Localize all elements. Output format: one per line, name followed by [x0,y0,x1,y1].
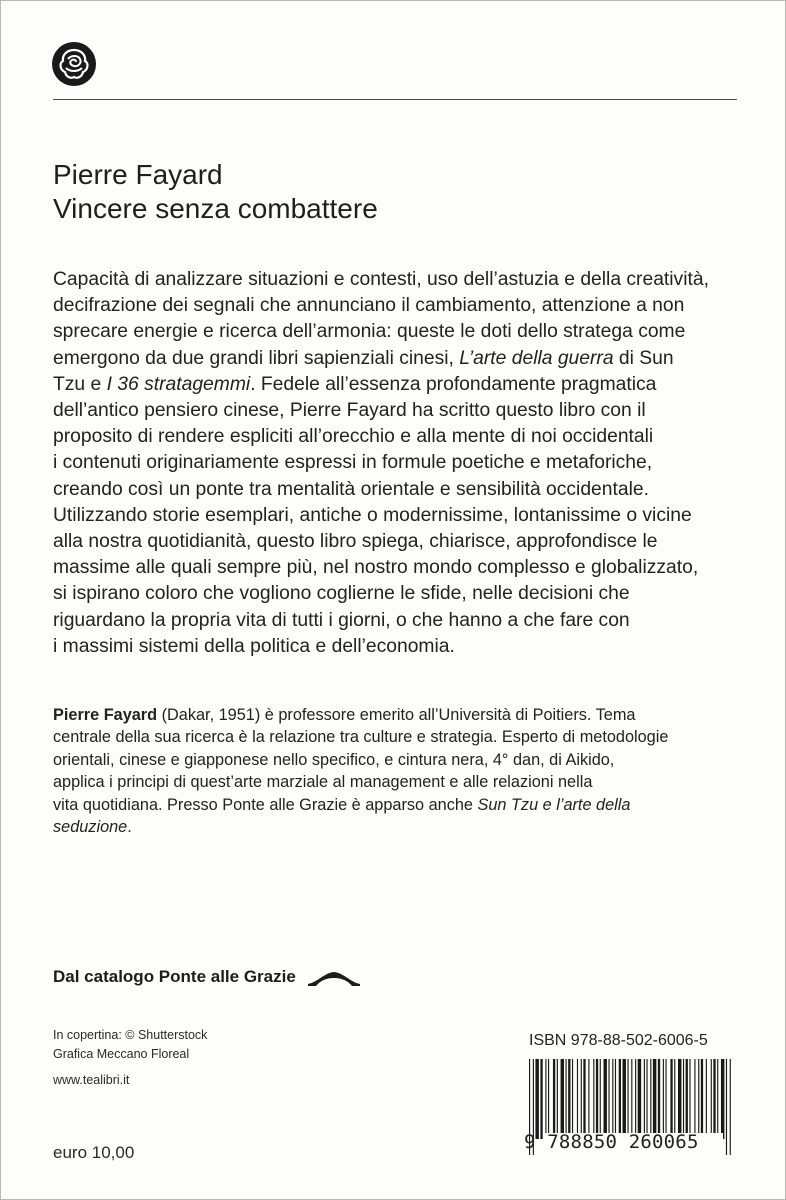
text-run: . [127,818,132,837]
text-run: Utilizzando storie esemplari, antiche o modernissime, lontanissime o vicine [53,504,692,526]
catalog-line [53,967,553,987]
text-run: applica i principi di quest’arte marziale al management e alle relazioni nella [53,773,593,792]
blurb-line [53,398,753,424]
text-run: emergono da due grandi libri sapienziali cinesi, [53,347,460,369]
blurb-line [53,424,753,450]
isbn-label: ISBN 978-88-502-6006-5 [529,1032,708,1049]
text-run: alla nostra quotidianità, questo libro spiega, chiarisce, approfondisce le [53,531,658,553]
author-bio [53,704,753,838]
blurb-line [53,346,753,372]
text-run: Capacità di analizzare situazioni e contesti, uso dell’astuzia e della creatività, [53,269,709,290]
text-run: . Fedele all’essenza profondamente pragmatica [250,373,657,395]
bridge-icon [306,967,362,987]
text-run: decifrazione dei segnali che annunciano il cambiamento, attenzione a non [53,295,685,317]
text-run: orientali, cinese e giapponese nello specifico, e cintura nera, 4° dan, di Aikido, [53,750,615,769]
blurb-line [53,634,753,660]
bio-line [53,749,753,771]
catalog-label: Dal catalogo Ponte alle Grazie [53,967,296,986]
text-run: si ispirano coloro che vogliono coglierne le sfide, nelle decisioni che [53,583,630,605]
italic-title: I 36 stratagemmi [106,373,251,395]
bio-line [53,794,753,816]
publisher-website: www.tealibri.it [53,1073,130,1087]
barcode-digits: 9 788850 260065 [524,1131,699,1153]
cover-credit: In copertina: © Shutterstock [53,1028,208,1042]
credits [53,1026,207,1064]
bio-line [53,816,753,838]
bio-line [53,704,753,726]
text-run: i massimi sistemi della politica e dell’economia. [53,635,455,657]
text-run: sprecare energie e ricerca dell’armonia: queste le doti dello stratega come [53,321,686,343]
bio-line [53,771,753,793]
bold-name: Pierre Fayard [53,706,158,724]
text-run: Tzu e [53,373,107,395]
blurb-line [53,293,753,319]
author-name: Pierre Fayard [53,159,223,190]
text-run: massime alle quali sempre più, nel nostro mondo complesso e globalizzato, [53,557,699,579]
blurb-line [53,581,753,607]
book-heading [53,158,743,226]
text-run: (Dakar, 1951) è professore emerito all’Università di Poitiers. Tema [157,706,636,724]
blurb-line [53,267,753,293]
blurb-line [53,450,753,476]
text-run: centrale della sua ricerca è la relazione tra culture e strategia. Esperto di metodologie [53,728,669,747]
blurb-text [53,267,753,660]
blurb-line [53,319,753,345]
text-run: vita quotidiana. Presso Ponte alle Grazie è apparso anche [53,795,478,814]
text-run: riguardano la propria vita di tutti i giorni, o che hanno a che fare con [53,609,630,631]
blurb-line [53,529,753,555]
blurb-line [53,503,753,529]
text-run: dell’antico pensiero cinese, Pierre Fayard ha scritto questo libro con il [53,400,646,422]
blurb-line [53,477,753,503]
design-credit: Grafica Meccano Floreal [53,1047,190,1061]
blurb-line [53,372,753,398]
header-rule [53,99,737,100]
book-title: Vincere senza combattere [53,193,378,224]
italic-title: Sun Tzu e l’arte della [477,795,631,814]
text-run: creando così un ponte tra mentalità orientale e sensibilità occidentale. [53,478,649,500]
blurb-line [53,555,753,581]
bio-line [53,726,753,748]
italic-title: seduzione [53,818,128,837]
rose-icon [51,41,97,87]
text-run: proposito di rendere espliciti all’orecchio e alla mente di noi occidentali [53,426,654,448]
italic-title: L’arte della guerra [459,347,614,369]
blurb-line [53,608,753,634]
text-run: i contenuti originariamente espressi in formule poetiche e metaforiche, [53,452,653,474]
price: euro 10,00 [53,1143,135,1162]
text-run: di Sun [613,347,674,369]
